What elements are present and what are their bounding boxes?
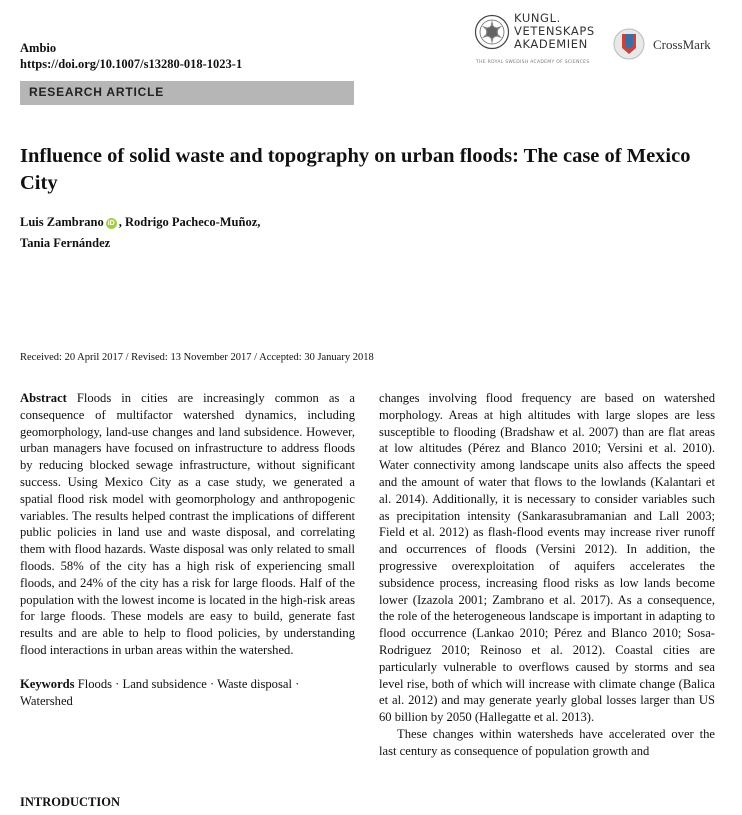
doi-link[interactable]: https://doi.org/10.1007/s13280-018-1023-1 [20,57,243,71]
crossmark-badge[interactable] [613,28,733,62]
kva-subtitle: THE ROYAL SWEDISH ACADEMY OF SCIENCES [476,60,590,65]
kva-line-2: VETENSKAPS [514,24,595,38]
abstract-text: Floods in cities are increasingly common as a consequence of multifactor watershed dynamics, including geomorphology, land-use changes and land subsidence. However, urban managers have focused on infrastructure to address floods by reducing blocked sewage infrastructure, without significant success. Using Mexico City as a case study, we generated a spatial flood risk model with geomorphology and anthropogenic variables. The results helped contrast the implications of different public policies in land use and waste disposal, and correlating them with flood hazards. Waste disposal was only related to small floods. 58% of the city has a high risk of experiencing small floods, and 24% of the city has a risk for large floods. Half of the population with the lowest income is located in the high-risk areas for large floods. These models are easy to build, generate fast results and are able to help to flood policies, by understanding flood interactions in urban areas within the watershed. [20,391,355,657]
right-column [379,390,715,760]
co-authors-line-2: Tania Fernández [20,236,111,250]
keywords [20,676,355,710]
orcid-icon[interactable]: iD [107,219,115,227]
article-type-banner [20,81,354,105]
kva-wordmark [514,12,595,51]
author-list [20,212,420,254]
article-dates: Received: 20 April 2017 / Revised: 13 November 2017 / Accepted: 30 January 2018 [20,352,374,363]
abstract-label: Abstract [20,391,67,405]
body-paragraph: changes involving flood frequency are based on watershed morphology. Areas at high altitudes with large slopes are less susceptible to flooding (Bradshaw et al. 2007) than are flat areas at low altitudes (Pérez and Blanco 2010; Versini et al. 2010). Water connectivity among landscape units also affects the speed and the amount of water that flows to the lowlands (Kalantari et al. 2014). Additionally, it is necessary to consider variables such as precipitation intensity (Sankarasubramanian and Lall 2003; Field et al. 2012) as flash-flood events may increase river runoff and occurrences of floods (Versini 2012). In addition, the progressive overexploitation of aquifers accelerates the subsidence process, increasing flood risks as low lands become lower (Izazola 2001; Zambrano et al. 2017). As a consequence, the role of the heterogeneous landscape is important in adapting to flood occurrence (Lankao 2010; Pérez and Blanco 2010; Sosa-Rodriguez 2010; Reinoso et al. 2012). Coastal cities are particularly vulnerable to overflows caused by storms and sea level rise, both of which will increase with climate change (Balica et al. 2012) and may generate yearly global losses larger than US 60 billion by 2050 (Hallegatte et al. 2013). [379,391,715,725]
article-title: Influence of solid waste and topography on urban floods: The case of Mexico City [20,145,691,194]
section-heading-introduction: INTRODUCTION [20,795,121,809]
kva-seal-icon [474,14,510,50]
kva-logo [474,12,608,70]
journal-name: Ambio [20,41,57,55]
keywords-text: Floods · Land subsidence · Waste disposal · Watershed [20,676,300,708]
article-type-label: RESEARCH ARTICLE [29,85,165,99]
kva-line-1: KUNGL. [514,11,561,25]
keywords-label: Keywords [20,676,75,691]
crossmark-label: CrossMark [653,37,711,52]
author-name[interactable]: Luis Zambrano [20,215,104,229]
left-column [20,390,355,709]
kva-line-3: AKADEMIEN [514,37,588,51]
co-authors: , Rodrigo Pacheco-Muñoz, [118,215,261,229]
crossmark-icon [613,28,645,60]
body-paragraph: These changes within watersheds have accelerated over the last century as consequence of population growth and [379,726,715,758]
abstract [20,390,355,659]
